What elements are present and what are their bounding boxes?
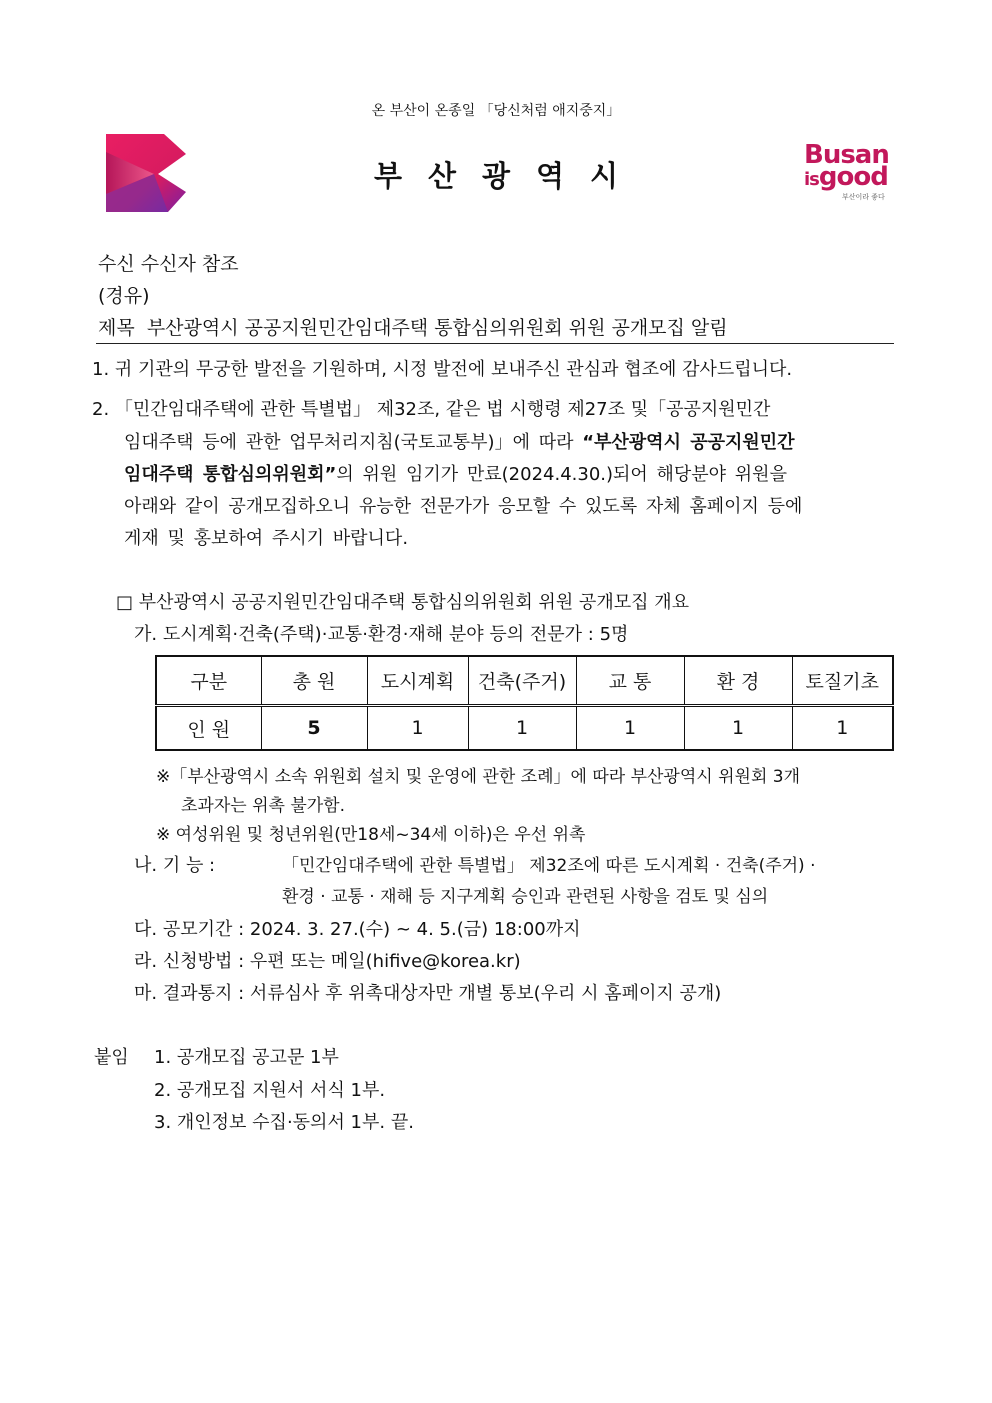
busan-is-good-logo xyxy=(798,140,890,206)
subject-text: 부산광역시 공공지원민간임대주택 통합심의위원회 위원 공개모집 알림 xyxy=(146,317,728,339)
subject-line xyxy=(98,313,728,340)
logo-line2 xyxy=(804,162,888,192)
logo-tagline: 부산이라 좋다 xyxy=(842,193,885,201)
item-na-line-1: 「민간임대주택에 관한 특별법」 제32조에 따른 도시계획 · 건축(주거) · xyxy=(282,856,816,876)
table-cell: 1 xyxy=(468,706,576,751)
attachment-item: 1. 공개모집 공고문 1부 xyxy=(154,1047,339,1068)
table-header-cell: 구분 xyxy=(156,656,261,706)
logo-line1: Busan xyxy=(804,140,889,170)
overview-heading: □ 부산광역시 공공지원민간임대주택 통합심의위원회 위원 공개모집 개요 xyxy=(116,592,689,613)
table-row xyxy=(156,706,893,751)
recipient-line: 수신 수신자 참조 xyxy=(98,253,239,275)
table-header-cell: 도시계획 xyxy=(367,656,468,706)
quota-table xyxy=(155,655,894,751)
paragraph-2-line-5: 게재 및 홍보하여 주시기 바랍니다. xyxy=(124,528,409,549)
logo-line2a: is xyxy=(804,169,819,190)
table-header-row xyxy=(156,656,893,706)
table-cell: 인 원 xyxy=(156,706,261,751)
p2-line2-a: 임대주택 등에 관한 업무처리지침(국토교통부)」에 따라 xyxy=(124,432,583,453)
note-2: ※ 여성위원 및 청년위원(만18세~34세 이하)은 우선 위촉 xyxy=(156,825,586,845)
paragraph-2-line-1: 2. 「민간임대주택에 관한 특별법」 제32조, 같은 법 시행령 제27조 및「공공지원민간 xyxy=(92,399,771,420)
table-cell: 1 xyxy=(576,706,684,751)
table-cell: 5 xyxy=(261,706,367,751)
item-da: 다. 공모기간 : 2024. 3. 27.(수) ~ 4. 5.(금) 18:00까지 xyxy=(134,919,581,940)
table-cell: 1 xyxy=(684,706,792,751)
attachment-item: 2. 공개모집 지원서 서식 1부. xyxy=(154,1080,386,1101)
item-na-label: 나. 기 능 : xyxy=(134,855,216,876)
logo-line2b: good xyxy=(818,162,888,192)
attachments-label: 붙임 xyxy=(94,1047,129,1068)
table-cell: 1 xyxy=(367,706,468,751)
attachment-item: 3. 개인정보 수집·동의서 1부. 끝. xyxy=(154,1112,414,1133)
item-ga: 가. 도시계획·건축(주택)·교통·환경·재해 분야 등의 전문가 : 5명 xyxy=(134,624,629,645)
paragraph-2-line-4: 아래와 같이 공개모집하오니 유능한 전문가가 응모할 수 있도록 자체 홈페이지 등에 xyxy=(124,496,803,517)
item-ra: 라. 신청방법 : 우편 또는 메일(hifive@korea.kr) xyxy=(134,951,521,972)
table-header-cell: 총 원 xyxy=(261,656,367,706)
table-header-cell: 교 통 xyxy=(576,656,684,706)
p2-line3-bold: 임대주택 통합심의위원회” xyxy=(124,464,337,485)
table-header-cell: 건축(주거) xyxy=(468,656,576,706)
item-ma: 마. 결과통지 : 서류심사 후 위촉대상자만 개별 통보(우리 시 홈페이지 공개) xyxy=(134,983,722,1004)
org-title: 부산광역시 xyxy=(373,159,645,193)
note-1-line-2: 초과자는 위촉 불가함. xyxy=(181,796,346,816)
header-divider xyxy=(96,343,894,344)
subject-label: 제목 xyxy=(98,317,135,339)
table-cell: 1 xyxy=(792,706,893,751)
item-na-line-2: 환경 · 교통 · 재해 등 지구계획 승인과 관련된 사항을 검토 및 심의 xyxy=(282,887,769,907)
paragraph-2-line-3 xyxy=(124,460,787,486)
paragraph-1: 1. 귀 기관의 무궁한 발전을 기원하며, 시정 발전에 보내주신 관심과 협조에 감사드립니다. xyxy=(92,359,793,380)
table-header-cell: 환 경 xyxy=(684,656,792,706)
table-header-cell: 토질기초 xyxy=(792,656,893,706)
via-line: (경유) xyxy=(98,285,150,307)
p2-line2-bold: “부산광역시 공공지원민간 xyxy=(582,432,795,453)
p2-line3-b: 의 위원 임기가 만료(2024.4.30.)되어 해당분야 위원을 xyxy=(336,464,787,485)
note-1-line-1: ※「부산광역시 소속 위원회 설치 및 운영에 관한 조례」에 따라 부산광역시 위원회 3개 xyxy=(156,767,801,787)
paragraph-2-line-2 xyxy=(124,428,795,454)
slogan: 온 부산이 온종일 「당신처럼 애지중지」 xyxy=(371,103,621,119)
